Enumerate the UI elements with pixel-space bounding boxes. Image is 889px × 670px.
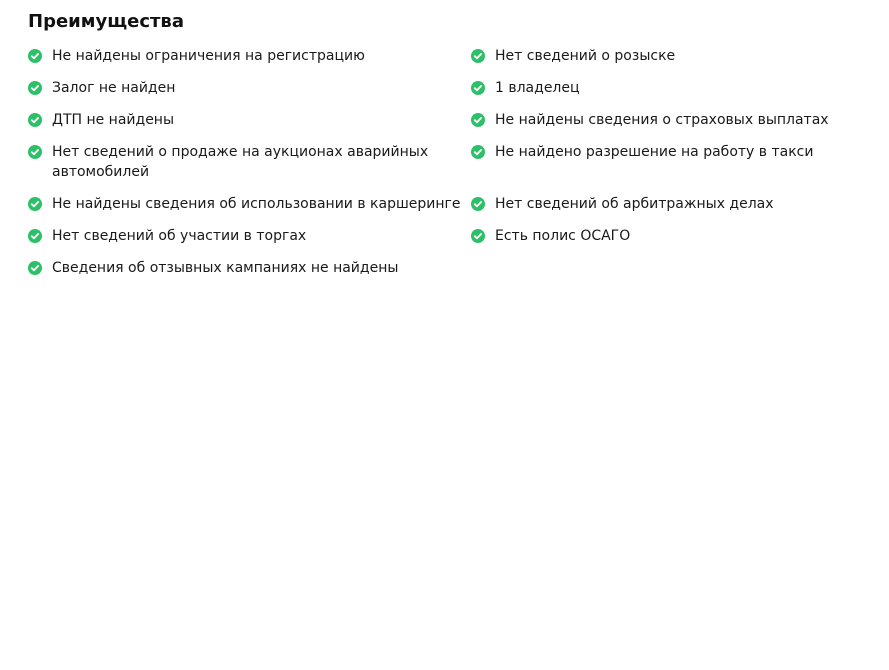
advantage-text: Не найдены ограничения на регистрацию — [52, 48, 365, 64]
section-title: Преимущества — [28, 11, 184, 32]
advantage-text: Не найдены сведения об использовании в каршеринге — [52, 196, 461, 212]
advantage-text: Нет сведений о продаже на аукционах аварийных автомобилей — [52, 144, 429, 180]
advantage-text: Сведения об отзывных кампаниях не найдены — [52, 260, 399, 276]
advantage-item — [28, 46, 471, 66]
advantage-item — [471, 142, 866, 182]
check-circle-icon — [471, 113, 485, 127]
advantage-text: Нет сведений об арбитражных делах — [495, 196, 774, 212]
check-circle-icon — [28, 49, 42, 63]
advantages-list — [28, 46, 868, 278]
check-circle-icon — [28, 261, 42, 275]
advantage-text: Залог не найден — [52, 80, 176, 96]
advantage-item — [28, 110, 471, 130]
advantage-item — [28, 258, 471, 278]
advantage-item — [471, 110, 866, 130]
check-circle-icon — [471, 81, 485, 95]
advantage-text: Не найдены сведения о страховых выплатах — [495, 112, 829, 128]
advantage-text: ДТП не найдены — [52, 112, 175, 128]
advantage-text: Нет сведений о розыске — [495, 48, 676, 64]
advantages-section — [28, 10, 868, 278]
check-circle-icon — [471, 145, 485, 159]
check-circle-icon — [28, 229, 42, 243]
check-circle-icon — [28, 113, 42, 127]
advantage-item — [28, 142, 471, 182]
advantage-item — [471, 78, 866, 98]
advantage-text: Нет сведений об участии в торгах — [52, 228, 307, 244]
advantage-text: 1 владелец — [495, 80, 580, 96]
advantage-item — [471, 194, 866, 214]
check-circle-icon — [471, 197, 485, 211]
advantage-text: Есть полис ОСАГО — [495, 228, 631, 244]
advantage-item — [28, 194, 471, 214]
advantage-item — [471, 46, 866, 66]
check-circle-icon — [28, 81, 42, 95]
advantage-item — [28, 78, 471, 98]
advantage-item — [28, 226, 471, 246]
advantage-item — [471, 226, 866, 246]
check-circle-icon — [471, 229, 485, 243]
check-circle-icon — [471, 49, 485, 63]
advantage-text: Не найдено разрешение на работу в такси — [495, 144, 814, 160]
check-circle-icon — [28, 197, 42, 211]
check-circle-icon — [28, 145, 42, 159]
